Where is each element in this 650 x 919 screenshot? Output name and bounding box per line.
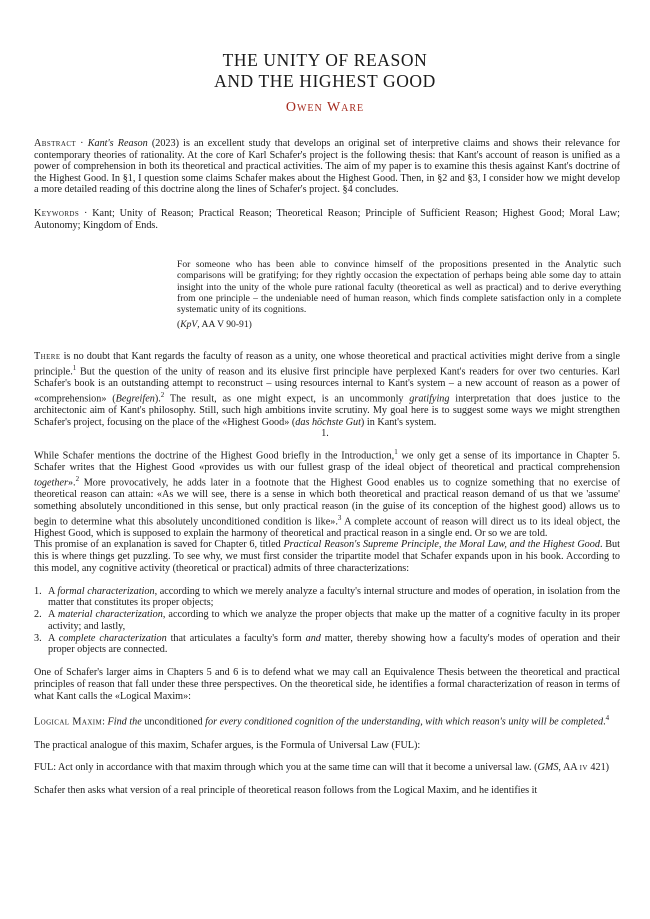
intro-text-4: The result, as one might expect, is an uncommonly [164,393,410,405]
footnote-marker[interactable]: 4 [605,714,610,723]
footnote-marker[interactable]: 1 [394,448,398,456]
intro-text-3: ). [154,393,161,405]
footnote-marker[interactable]: 2 [75,474,80,483]
intro-text-6: ) in Kant's system. [360,416,437,428]
logical-maxim: Logical Maxim: Find the unconditioned for every conditioned cognition of the understanding, with which reason's unity will be completed.$^4$ [34,714,610,728]
intro-text-2: But the question of the unity of reason and its elusive first principle have perplexed Kant's readers for over two centuries. Karl Schafer's book is an outstanding attempt to reconstruct – using resources internal to Kant's system – a new account of reason as a power of «comprehension» ( [34,366,620,405]
characterization-list [34,586,620,657]
intro-paragraph [34,351,620,428]
paper-title-line-2: AND THE HIGHEST GOOD [214,71,436,91]
list-item: 2. A material characterization, according to which we analyze the proper objects that make up the matter of a cognitive faculty in its proper activity; and lastly, [34,609,620,632]
footnote-marker[interactable]: 3 [337,513,342,522]
abstract-book-title: Kant's Reason [87,138,148,149]
abstract-label: Abstract [34,138,77,149]
keywords-label: Keywords [34,208,80,219]
keywords-separator: · [79,208,93,219]
section-1-paragraph-3: One of Schafer's larger aims in Chapters 5 and 6 is to defend what we may call an Equivalence Thesis between the theoretical and practical principles of reason that fall under these three perspectives. On the theoretical side, he identifies a formal characterization of reason in terms of what Kant calls the «Logical Maxim»: [34,667,620,702]
epigraph [177,259,621,331]
section-1-paragraph-2: This promise of an explanation is saved for Chapter 6, titled Practical Reason's Supreme Principle, the Moral Law, and the Highest Good. But this is where things get puzzling. To see why, we must first consider the tripartite model that Schafer expands upon in his book. According to this model, any cognitive activity (theoretical or practical) admits of three characterizations: [34,539,620,574]
keywords-text: Kant; Unity of Reason; Practical Reason; Theoretical Reason; Principle of Sufficient Reason; Highest Good; Moral Law; Autonomy; Kingdom of Ends. [34,208,620,231]
footnote-marker[interactable]: 1 [72,363,77,372]
epigraph-text: For someone who has been able to convince himself of the propositions presented in the Analytic such comparisons will be gratifying; for they rightly occasion the expectation of perhaps being able some day to attain insight into the unity of the whole pure rational faculty (theoretical as well as practical) and to derive everything from one principle – the undeniable need of human reason, which finds complete satisfaction only in a complete systematic unity of its cognitions. [177,259,621,316]
list-item: 1. A formal characterization, according to which we merely analyze a faculty's internal structure and modes of operation, in isolation from the matter that constitutes its proper objects; [34,585,620,609]
list-item: 3. A complete characterization that articulates a faculty's form and matter, thereby showing how a faculty's modes of operation and their proper objects are connected. [34,632,620,656]
intro-highest-good-german: das höchste Gut [295,416,361,428]
section-1-paragraph-1: While Schafer mentions the doctrine of the Highest Good briefly in the Introduction,$^1$ we only get a sense of its importance in Chapter 5. Schafer writes that the Highest Good «provides us with our fullest grasp of the ideal object of theoretical and practical comprehension together».$^2$ More provocatively, he adds later in a footnote that the Highest Good enables us to cognize something that no exercise of theoretical reason can attain: «As we will see, there is a sense in which both theoretical and practical reason demand of us that we 'assume' something absolutely unconditioned in this sense, but only practical reason (in the guise of its conception of the highest good) allows us to begin to determine what this absolutely unconditioned condition is like».$^3$ A complete account of reason will direct us to its ideal object, the Highest Good, which is supposed to explain the harmony of theoretical and practical reason in a single end. Or so we are told. [34,448,620,539]
logical-maxim-label: Logical Maxim [34,716,103,728]
epigraph-cite-work: KpV [180,319,198,331]
paper-title-line-1: THE UNITY OF REASON [222,50,428,70]
section-1-paragraph-4: The practical analogue of this maxim, Schafer argues, is the Formula of Universal Law (FUL): [34,739,421,751]
abstract [34,138,620,196]
abstract-text: (2023) is an excellent study that develops an original set of interpretive claims and shows their relevance for contemporary theories of rationality. At the core of Karl Schafer's project is the following thesis: that Kant's account of reason is unified as a power of comprehension in both its theoretical and practical activities. The aim of my paper is to examine this thesis against Kant's doctrine of the Highest Good. In §1, I question some claims Schafer makes about the Highest Good. Then, in §2 and §3, I consider how we might develop a more detailed reading of this doctrine along the lines of Schafer's project. §4 concludes. [34,138,620,196]
intro-text-5: interpretation that does justice to the architectonic aim of Kant's philosophy. Still, such high ambitions invite scrutiny. My goal here is to suggest some ways we might strengthen Schafer's project, focusing on the place of the «Highest Good» ( [34,393,620,428]
section-number: 1. [321,428,329,439]
keywords [34,208,620,231]
ful-statement: FUL: Act only in accordance with that maxim through which you at the same time can will that it become a universal law. (GMS, AA iv 421) [34,762,610,774]
section-1-paragraph-5: Schafer then asks what version of a real principle of theoretical reason follows from the Logical Maxim, and he identifies it [34,785,538,797]
footnote-marker[interactable]: 2 [160,390,165,399]
intro-begreifen: Begreifen [115,393,155,405]
chapter-title: Practical Reason's Supreme Principle, the Moral Law, and the Highest Good [283,539,600,551]
author-name: Owen Ware [285,100,365,115]
epigraph-citation: (KpV, AA V 90-91) [177,319,252,331]
intro-gratifying: gratifying [409,393,450,405]
epigraph-cite-rest: , AA V 90-91) [197,319,252,331]
abstract-separator: · [76,138,88,149]
emphasis-together: together [34,477,68,489]
intro-text-1: is no doubt that Kant regards the faculty of reason as a unity, one whose theoretical and practical activities might derive from a single principle. [34,351,620,378]
intro-lead-word: There [34,351,61,362]
section-1-body [34,447,620,797]
